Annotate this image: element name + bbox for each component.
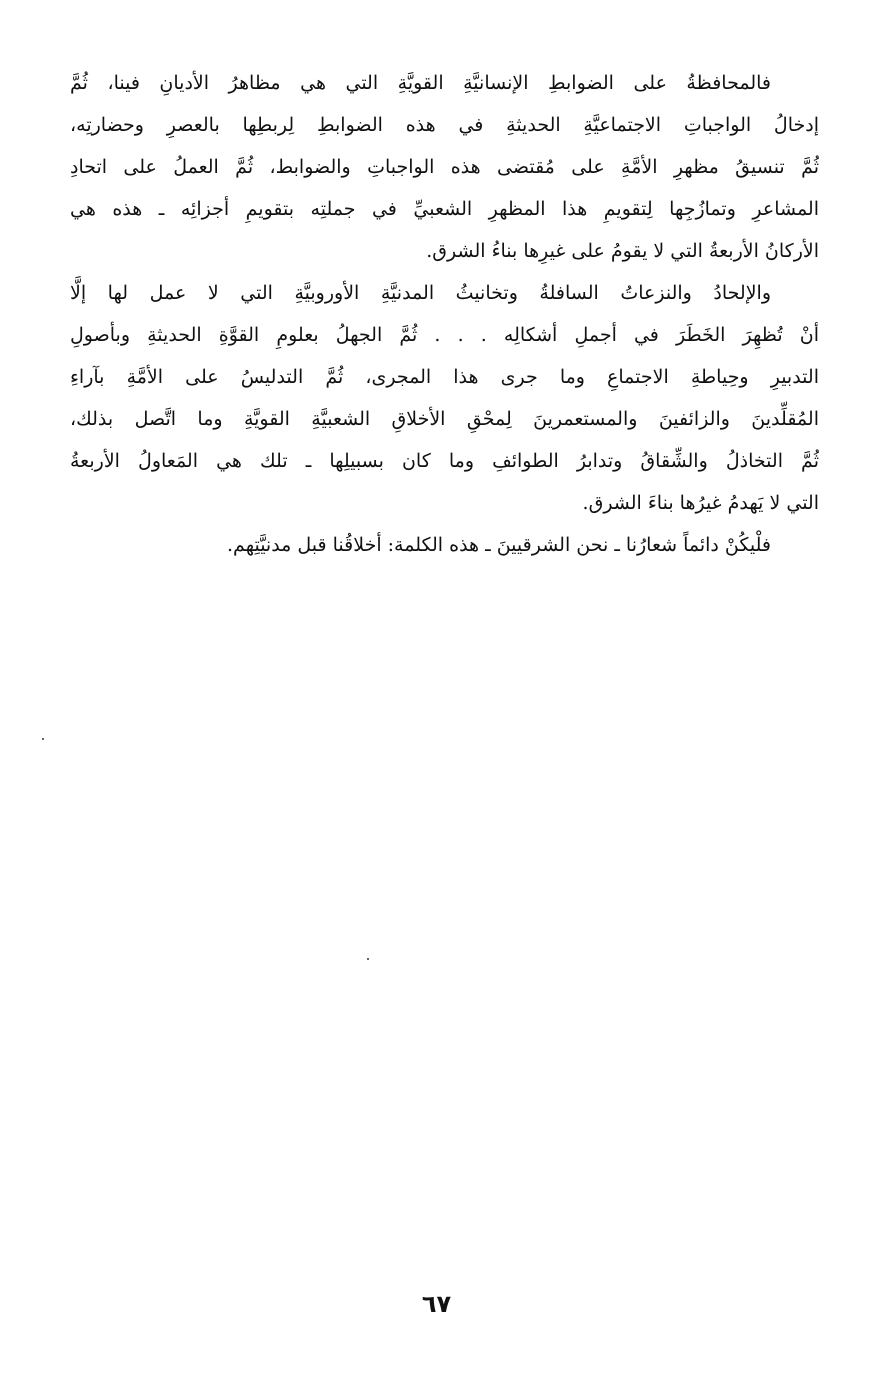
paragraph-line: الأركانُ الأربعةُ التي لا يقومُ على غيرِها بناءُ الشرق. bbox=[426, 240, 819, 262]
paragraph-3 bbox=[70, 524, 819, 566]
paragraph-line: فالمحافظةُ على الضوابطِ الإنسانيَّةِ القويَّةِ التي هي مظاهرُ الأديانِ فينا، ثُمَّ bbox=[70, 72, 771, 94]
paragraph-line: والإلحادُ والنزعاتُ السافلةُ وتخانيثُ المدنيَّةِ الأوروبيَّةِ التي لا عمل لها إلَّا bbox=[70, 282, 771, 304]
paragraph-line: ثُمَّ تنسيقُ مظهرِ الأمَّةِ على مُقتضى هذه الواجباتِ والضوابط، ثُمَّ العملُ على اتحادِ bbox=[70, 156, 819, 178]
paragraph-line: إدخالُ الواجباتِ الاجتماعيَّةِ الحديثةِ في هذه الضوابطِ لِربطِها بالعصرِ وحضارتِه، bbox=[70, 114, 819, 136]
scan-speck bbox=[367, 958, 369, 960]
paragraph-line: التي لا يَهدمُ غيرُها بناءَ الشرق. bbox=[582, 492, 819, 514]
body-text bbox=[70, 62, 819, 566]
scan-speck bbox=[42, 738, 44, 740]
paragraph-line: أنْ تُظهِرَ الخَطَرَ في أجملِ أشكالِه . . . ثُمَّ الجهلُ بعلومِ القوَّةِ الحديثةِ وبأصولِ bbox=[70, 324, 819, 346]
paragraph-1 bbox=[70, 62, 819, 272]
page-number: ٦٧ bbox=[421, 1290, 452, 1318]
paragraph-line: المُقلِّدينَ والزائفينَ والمستعمرينَ لِمحْقِ الأخلاقِ الشعبيَّةِ القويَّةِ وما اتَّصل بذلك، bbox=[70, 408, 819, 430]
paragraph-line: ثُمَّ التخاذلُ والشِّقاقُ وتدابرُ الطوائفِ وما كان بسبيلِها ـ تلك هي المَعاولُ الأربعةُ bbox=[70, 450, 819, 472]
paragraph-line: فلْيكُنْ دائماً شعارُنا ـ نحن الشرقيينَ ـ هذه الكلمة: أخلاقُنا قبل مدنيَّتِهم. bbox=[227, 534, 771, 556]
paragraph-2 bbox=[70, 272, 819, 524]
paragraph-line: المشاعرِ وتمازُجِها لِتقويمِ هذا المظهرِ الشعبيِّ في جملتِه بتقويمِ أجزائِه ـ هذه هي bbox=[70, 198, 819, 220]
paragraph-line: التدبيرِ وحِياطةِ الاجتماعِ وما جرى هذا المجرى، ثُمَّ التدليسُ على الأمَّةِ بآراءِ bbox=[70, 366, 819, 388]
